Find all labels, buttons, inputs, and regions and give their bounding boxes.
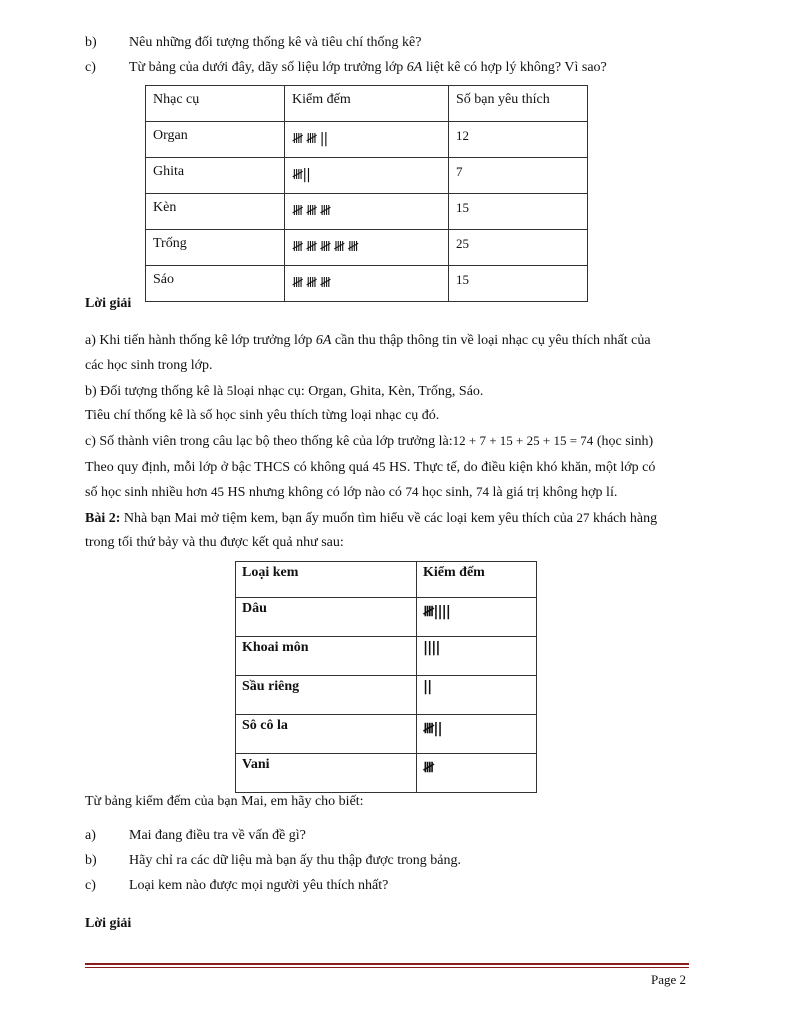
solution-e-part2: HS nhưng không có lớp nào có	[224, 485, 406, 500]
class-math: 6A	[315, 333, 332, 348]
table-row	[146, 158, 588, 194]
solution-heading: Lời giải	[85, 296, 132, 311]
flavor-name: Sầu riêng	[236, 676, 417, 715]
solution-d-line	[85, 459, 655, 476]
item-c-text-part1: Từ bảng của dưới đây, dãy số liệu lớp trưởng lớp	[129, 60, 407, 75]
table-row	[236, 715, 537, 754]
count-cell: 15	[449, 194, 588, 230]
questions-intro: Từ bảng kiểm đếm của bạn Mai, em hãy cho biết:	[85, 794, 364, 809]
flavor-name: Sô cô la	[236, 715, 417, 754]
item-c-label: c)	[85, 60, 96, 75]
item-c-text-part2: liệt kê có hợp lý không? Vì sao?	[422, 60, 607, 75]
question-c-text: Loại kem nào được mọi người yêu thích nhất?	[129, 878, 389, 893]
header-cell: Kiểm đếm	[417, 562, 537, 598]
bai2-text-part1: Nhà bạn Mai mở tiệm kem, bạn ấy muốn tìm hiểu về các loại kem yêu thích của	[120, 511, 577, 526]
tally-marks: ||	[417, 676, 537, 715]
solution-e-number: 45	[211, 484, 225, 499]
header-cell: Loại kem	[236, 562, 417, 598]
table-row	[236, 676, 537, 715]
solution-e-number: 74	[476, 484, 489, 499]
solution-a-part1: a) Khi tiến hành thống kê lớp trưởng lớp	[85, 333, 316, 348]
instrument-name: Ghita	[146, 158, 285, 194]
solution-d-part2: HS. Thực tế, do điều kiện khó khăn, một lớp có	[385, 460, 656, 475]
solution-d-part1: Theo quy định, mỗi lớp ở bậc THCS có không quá	[85, 460, 373, 475]
question-a-label: a)	[85, 828, 96, 843]
footer-rule	[85, 963, 689, 965]
bai2-line1	[85, 510, 657, 527]
flavor-name: Khoai môn	[236, 637, 417, 676]
tally-marks: ||||	[417, 637, 537, 676]
bai2-line2: trong tối thứ bảy và thu được kết quả như sau:	[85, 535, 344, 550]
bai2-text-part2: khách hàng	[589, 511, 658, 526]
solution-b-number: 5	[226, 383, 234, 398]
tally-marks: 𝍸||||	[417, 598, 537, 637]
question-b-text: Hãy chỉ ra các dữ liệu mà bạn ấy thu thập được trong bảng.	[129, 853, 462, 868]
solution-b-criteria: Tiêu chí thống kê là số học sinh yêu thích từng loại nhạc cụ đó.	[85, 408, 440, 423]
solution-c-line	[85, 433, 653, 450]
solution-e-part4: là giá trị không hợp lí.	[489, 485, 618, 500]
count-cell: 7	[449, 158, 588, 194]
item-b-label: b)	[85, 35, 97, 50]
header-cell: Số bạn yêu thích	[449, 86, 588, 122]
solution-e-part1: số học sinh nhiều hơn	[85, 485, 212, 500]
table-header-row	[236, 562, 537, 598]
solution-e-number: 74	[405, 484, 419, 499]
tally-marks: 𝍸	[417, 754, 537, 793]
header-cell: Kiểm đếm	[285, 86, 449, 122]
solution-b-line	[85, 383, 483, 400]
page-number: Page 2	[651, 972, 687, 987]
tally-marks: 𝍸 𝍸 𝍸	[285, 266, 449, 302]
solution-a-line2: các học sinh trong lớp.	[85, 358, 213, 373]
count-cell: 25	[449, 230, 588, 266]
item-c-text	[129, 60, 607, 76]
instrument-table	[145, 85, 588, 302]
tally-marks: 𝍸 𝍸 𝍸 𝍸 𝍸	[285, 230, 449, 266]
icecream-table	[235, 561, 537, 793]
question-b-label: b)	[85, 853, 97, 868]
solution-a-line1	[85, 333, 651, 349]
solution-e-part3: học sinh,	[418, 485, 476, 500]
instrument-name: Sáo	[146, 266, 285, 302]
flavor-name: Vani	[236, 754, 417, 793]
table-row	[146, 266, 588, 302]
tally-marks: 𝍸||	[285, 158, 449, 194]
instrument-name: Organ	[146, 122, 285, 158]
flavor-name: Dâu	[236, 598, 417, 637]
instrument-name: Trống	[146, 230, 285, 266]
question-a-text: Mai đang điều tra về vấn đề gì?	[129, 828, 306, 843]
question-c-label: c)	[85, 878, 96, 893]
count-cell: 15	[449, 266, 588, 302]
sum-expression: 12 + 7 + 15 + 25 + 15 = 74	[452, 433, 594, 448]
table-row	[236, 754, 537, 793]
solution-d-number: 45	[372, 459, 386, 474]
solution-e-line	[85, 484, 617, 501]
table-row	[146, 230, 588, 266]
table-row	[236, 598, 537, 637]
count-cell: 12	[449, 122, 588, 158]
solution2-heading: Lời giải	[85, 916, 132, 931]
table-row	[146, 194, 588, 230]
item-b-text: Nêu những đối tượng thống kê và tiêu chí thống kê?	[129, 35, 422, 50]
solution-c-part1: c) Số thành viên trong câu lạc bộ theo thống kê của lớp trưởng là:	[85, 434, 453, 449]
solution-b-part1: b) Đối tượng thống kê là	[85, 384, 227, 399]
solution-c-part2: (học sinh)	[593, 434, 654, 449]
table-row	[146, 122, 588, 158]
exercise-label: Bài 2:	[85, 511, 121, 526]
solution-a-part2: cần thu thập thông tin về loại nhạc cụ yêu thích nhất của	[331, 333, 651, 348]
solution-b-part2: loại nhạc cụ: Organ, Ghita, Kèn, Trống, Sáo.	[233, 384, 484, 399]
tally-marks: 𝍸 𝍸 ||	[285, 122, 449, 158]
tally-marks: 𝍸||	[417, 715, 537, 754]
table-header-row	[146, 86, 588, 122]
footer-rule-thin	[85, 967, 689, 968]
class-math: 6A	[406, 60, 423, 75]
instrument-name: Kèn	[146, 194, 285, 230]
tally-marks: 𝍸 𝍸 𝍸	[285, 194, 449, 230]
customer-count: 27	[576, 510, 590, 525]
header-cell: Nhạc cụ	[146, 86, 285, 122]
table-row	[236, 637, 537, 676]
